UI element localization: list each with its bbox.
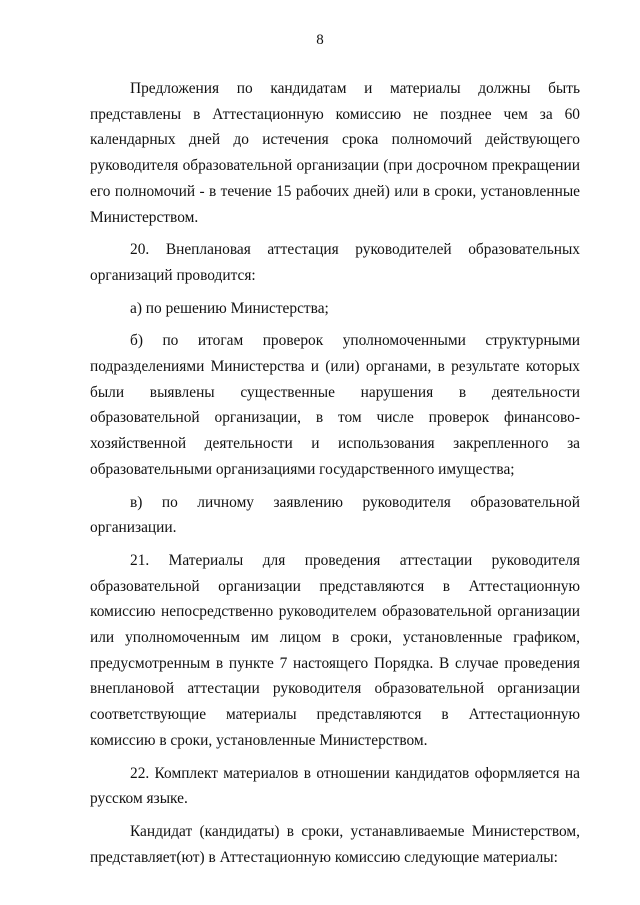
paragraph-candidate-materials: Кандидат (кандидаты) в сроки, устанавливаемые Министерством, представляет(ют) в Аттестационную комиссию следующие материалы: bbox=[90, 822, 580, 866]
document-body bbox=[90, 76, 580, 870]
paragraph-clause-20-a: а) по решению Министерства; bbox=[130, 299, 329, 317]
page-number: 8 bbox=[316, 32, 324, 48]
paragraph-proposals-deadline: Предложения по кандидатам и материалы должны быть представлены в Аттестационную комиссию не позднее чем за 60 календарных дней до истечения срока полномочий действующего руководителя образовательной организации (при досрочном прекращении его полномочий - в течение 15 рабочих дней) или в сроки, установленные Министерством. bbox=[90, 80, 580, 226]
paragraph-clause-20-v: в) по личному заявлению руководителя образовательной организации. bbox=[90, 493, 580, 537]
paragraph-clause-22: 22. Комплект материалов в отношении кандидатов оформляется на русском языке. bbox=[90, 764, 580, 808]
paragraph-clause-21: 21. Материалы для проведения аттестации руководителя образовательной организации представляются в Аттестационную комиссию непосредственно руководителем образовательной организации или уполномоченным им лицом в сроки, установленные графиком, предусмотренным в пункте 7 настоящего Порядка. В случае проведения внеплановой аттестации руководителя образовательной организации соответствующие материалы представляются в Аттестационную комиссию в сроки, установленные Министерством. bbox=[90, 551, 580, 749]
paragraph-clause-20: 20. Внеплановая аттестация руководителей образовательных организаций проводится: bbox=[90, 241, 580, 284]
paragraph-clause-20-b: б) по итогам проверок уполномоченными структурными подразделениями Министерства и (или) органами, в результате которых были выявлены существенные нарушения в деятельности образовательной организации, в том числе проверок финансово-хозяйственной деятельности и использования закрепленного за образовательными организациями государственного имущества; bbox=[90, 332, 580, 478]
